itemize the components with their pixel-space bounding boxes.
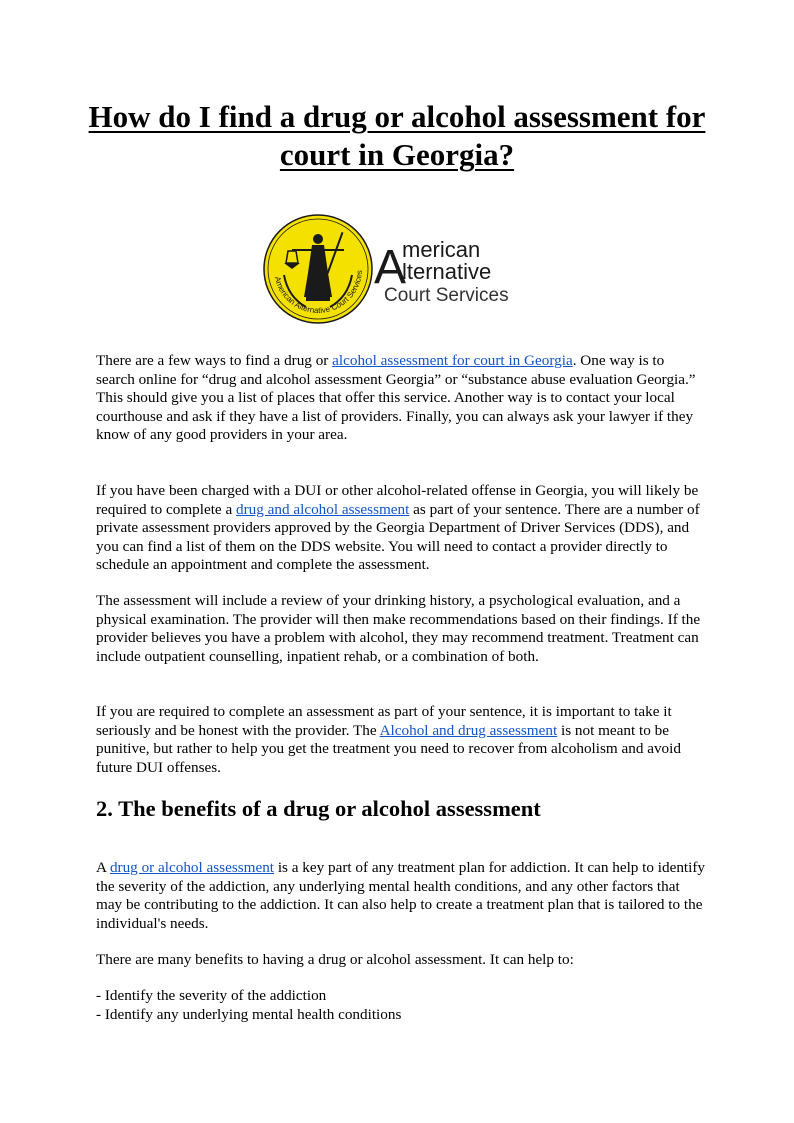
logo-big-a: A	[374, 241, 407, 294]
link-drug-or-alcohol-assessment[interactable]: drug or alcohol assessment	[109, 859, 275, 876]
list-item: - Identify the severity of the addiction	[96, 987, 327, 1004]
logo-line1: merican	[402, 237, 481, 262]
page-title: How do I find a drug or alcohol assessment for court in Georgia?	[88, 99, 706, 172]
paragraph-4: If you are required to complete an assessment as part of your sentence, it is important to take it seriously and be honest with the provider. The Alcohol and drug assessment is not meant to be punitive, but rather to help you get the treatment you need to recover from alcoholism and avoid future DUI offenses.	[96, 703, 681, 776]
benefits-list	[96, 987, 706, 1024]
link-alcohol-and-drug-assessment[interactable]: Alcohol and drug assessment	[379, 721, 558, 739]
paragraph-1: There are a few ways to find a drug or alcohol assessment for court in Georgia. One way is to search online for “drug and alcohol assessment Georgia” or “substance abuse evaluation Georgia.” This should give you a list of places that offer this service. Another way is to contact your local courthouse and ask if they have a list of providers. Finally, you can always ask your lawyer if they know of any good providers in your area.	[96, 352, 696, 443]
link-alcohol-assessment-georgia[interactable]: alcohol assessment for court in Georgia	[332, 352, 573, 369]
logo-line3: Court Services	[384, 285, 509, 306]
logo-line2: lternative	[402, 259, 492, 284]
seal-text: American Alternative Court Services	[272, 269, 365, 316]
paragraph-3: The assessment will include a review of your drinking history, a psychological evaluation, and a physical examination. The provider will then make recommendations based on their findings. If the provider believes you have a problem with alcohol, they may recommend treatment. Treatment can include outpatient counselling, inpatient rehab, or a combination of both.	[96, 592, 701, 665]
section-heading: 2. The benefits of a drug or alcohol assessment	[96, 796, 541, 821]
paragraph-5: A drug or alcohol assessment is a key part of any treatment plan for addiction. It can help to identify the severity of the addiction, any underlying mental health conditions, and any other factors that may be contributing to the addiction. It can also help to create a treatment plan that is tailored to the individual's needs.	[96, 859, 706, 932]
paragraph-2: If you have been charged with a DUI or other alcohol-related offense in Georgia, you will likely be required to complete a drug and alcohol assessment as part of your sentence. There are a number of private assessment providers approved by the Georgia Department of Driver Services (DDS), and you can find a list of them on the DDS website. You will need to contact a provider directly to schedule an appointment and complete the assessment.	[96, 482, 700, 573]
list-item: - Identify any underlying mental health conditions	[96, 1005, 402, 1023]
company-logo	[262, 213, 542, 325]
paragraph-6: There are many benefits to having a drug or alcohol assessment. It can help to:	[96, 951, 574, 968]
link-drug-and-alcohol-assessment[interactable]: drug and alcohol assessment	[236, 500, 410, 518]
